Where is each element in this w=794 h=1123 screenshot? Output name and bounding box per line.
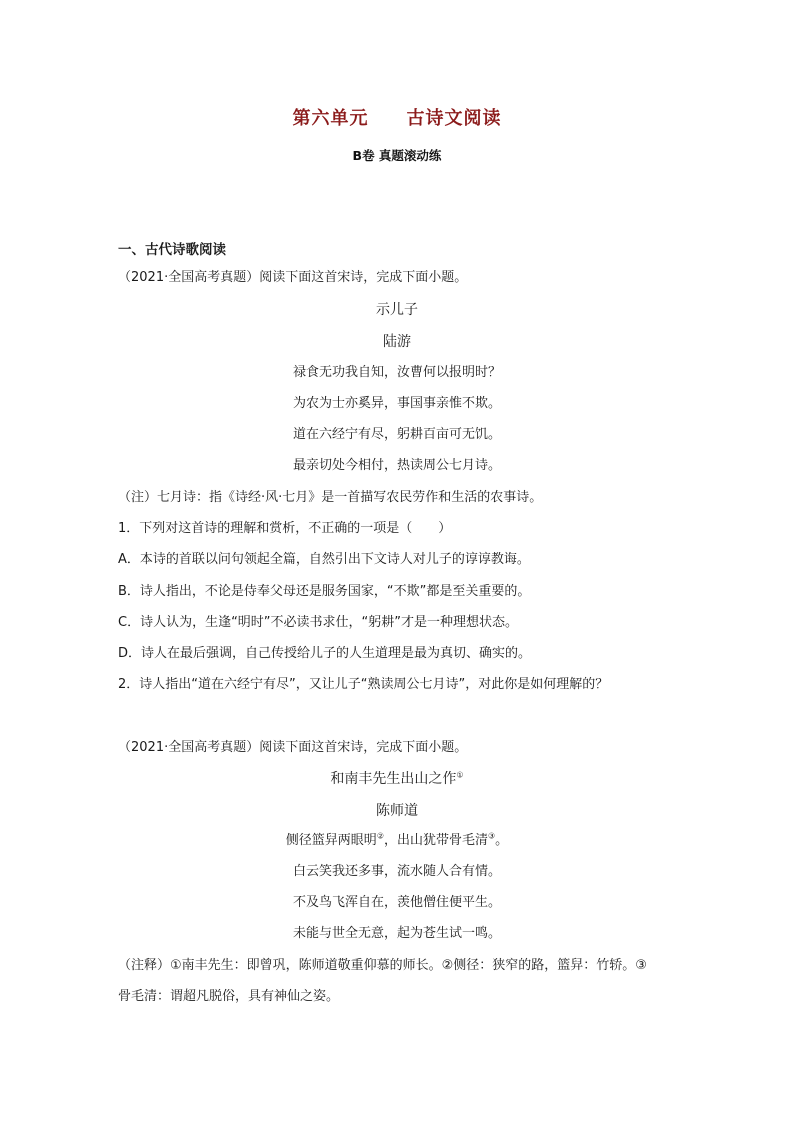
poem2-author: 陈师道 [376, 803, 418, 819]
option-b: B．诗人指出，不论是侍奉父母还是服务国家，“不欺”都是至关重要的。 [118, 584, 531, 599]
poem2-line-part: 侧径篮舁两眼明 [285, 833, 377, 848]
poem1-line: 道在六经宁有尽，躬耕百亩可无饥。 [292, 427, 501, 442]
poem1-line: 最亲切处今相付，热读周公七月诗。 [292, 458, 501, 473]
page-subtitle: B卷 真题滚动练 [352, 148, 442, 163]
passage1-intro: （2021·全国高考真题）阅读下面这首宋诗，完成下面小题。 [118, 270, 468, 285]
poem2-title [0, 770, 794, 788]
poem1-line: 为农为士亦奚异，事国事亲惟不欺。 [292, 396, 501, 411]
poem1-author: 陆游 [383, 334, 411, 350]
poem1-note: （注）七月诗：指《诗经·风·七月》是一首描写农民劳作和生活的农事诗。 [118, 490, 543, 505]
unit-title: 第六单元 [292, 108, 369, 129]
question-1: 1．下列对这首诗的理解和赏析，不正确的一项是（ ） [118, 521, 452, 536]
option-a: A．本诗的首联以问句领起全篇，自然引出下文诗人对儿子的谆谆教诲。 [118, 552, 530, 567]
poem2-note: （注释）①南丰先生：即曾巩，陈师道敬重仰慕的师长。②侧径：狭窄的路，篮舁：竹轿。③ [118, 958, 647, 973]
poem2-title-text: 和南丰先生出山之作 [330, 771, 457, 787]
poem1-line: 禄食无功我自知，汝曹何以报明时？ [292, 365, 501, 380]
poem2-line [0, 832, 794, 850]
topic-title: 古诗文阅读 [406, 108, 502, 129]
question-2: 2．诗人指出“道在六经宁有尽”，又让儿子“熟读周公七月诗”，对此你是如何理解的？ [118, 677, 609, 692]
footnote-mark: ③ [488, 831, 496, 841]
poem2-line: 未能与世全无意，起为苍生试一鸣。 [292, 926, 501, 941]
option-d: D．诗人在最后强调，自己传授给儿子的人生道理是最为真切、确实的。 [118, 646, 532, 661]
poem2-line-part: 。 [495, 833, 509, 848]
passage2-intro: （2021·全国高考真题）阅读下面这首宋诗，完成下面小题。 [118, 740, 468, 755]
poem2-line: 白云笑我还多事，流水随人合有情。 [292, 864, 501, 879]
poem2-note: 骨毛清：谓超凡脱俗，具有神仙之姿。 [118, 989, 340, 1004]
page-title [0, 104, 794, 130]
footnote-mark: ① [456, 770, 464, 780]
poem2-line-part: ，出山犹带骨毛清 [383, 833, 488, 848]
footnote-mark: ② [376, 831, 384, 841]
option-c: C．诗人认为，生逢“明时”不必读书求仕，“躬耕”才是一种理想状态。 [118, 615, 519, 630]
poem1-title: 示儿子 [376, 302, 418, 318]
poem2-line: 不及鸟飞浑自在，羡他僧住便平生。 [292, 895, 501, 910]
section-heading: 一、古代诗歌阅读 [118, 242, 226, 258]
